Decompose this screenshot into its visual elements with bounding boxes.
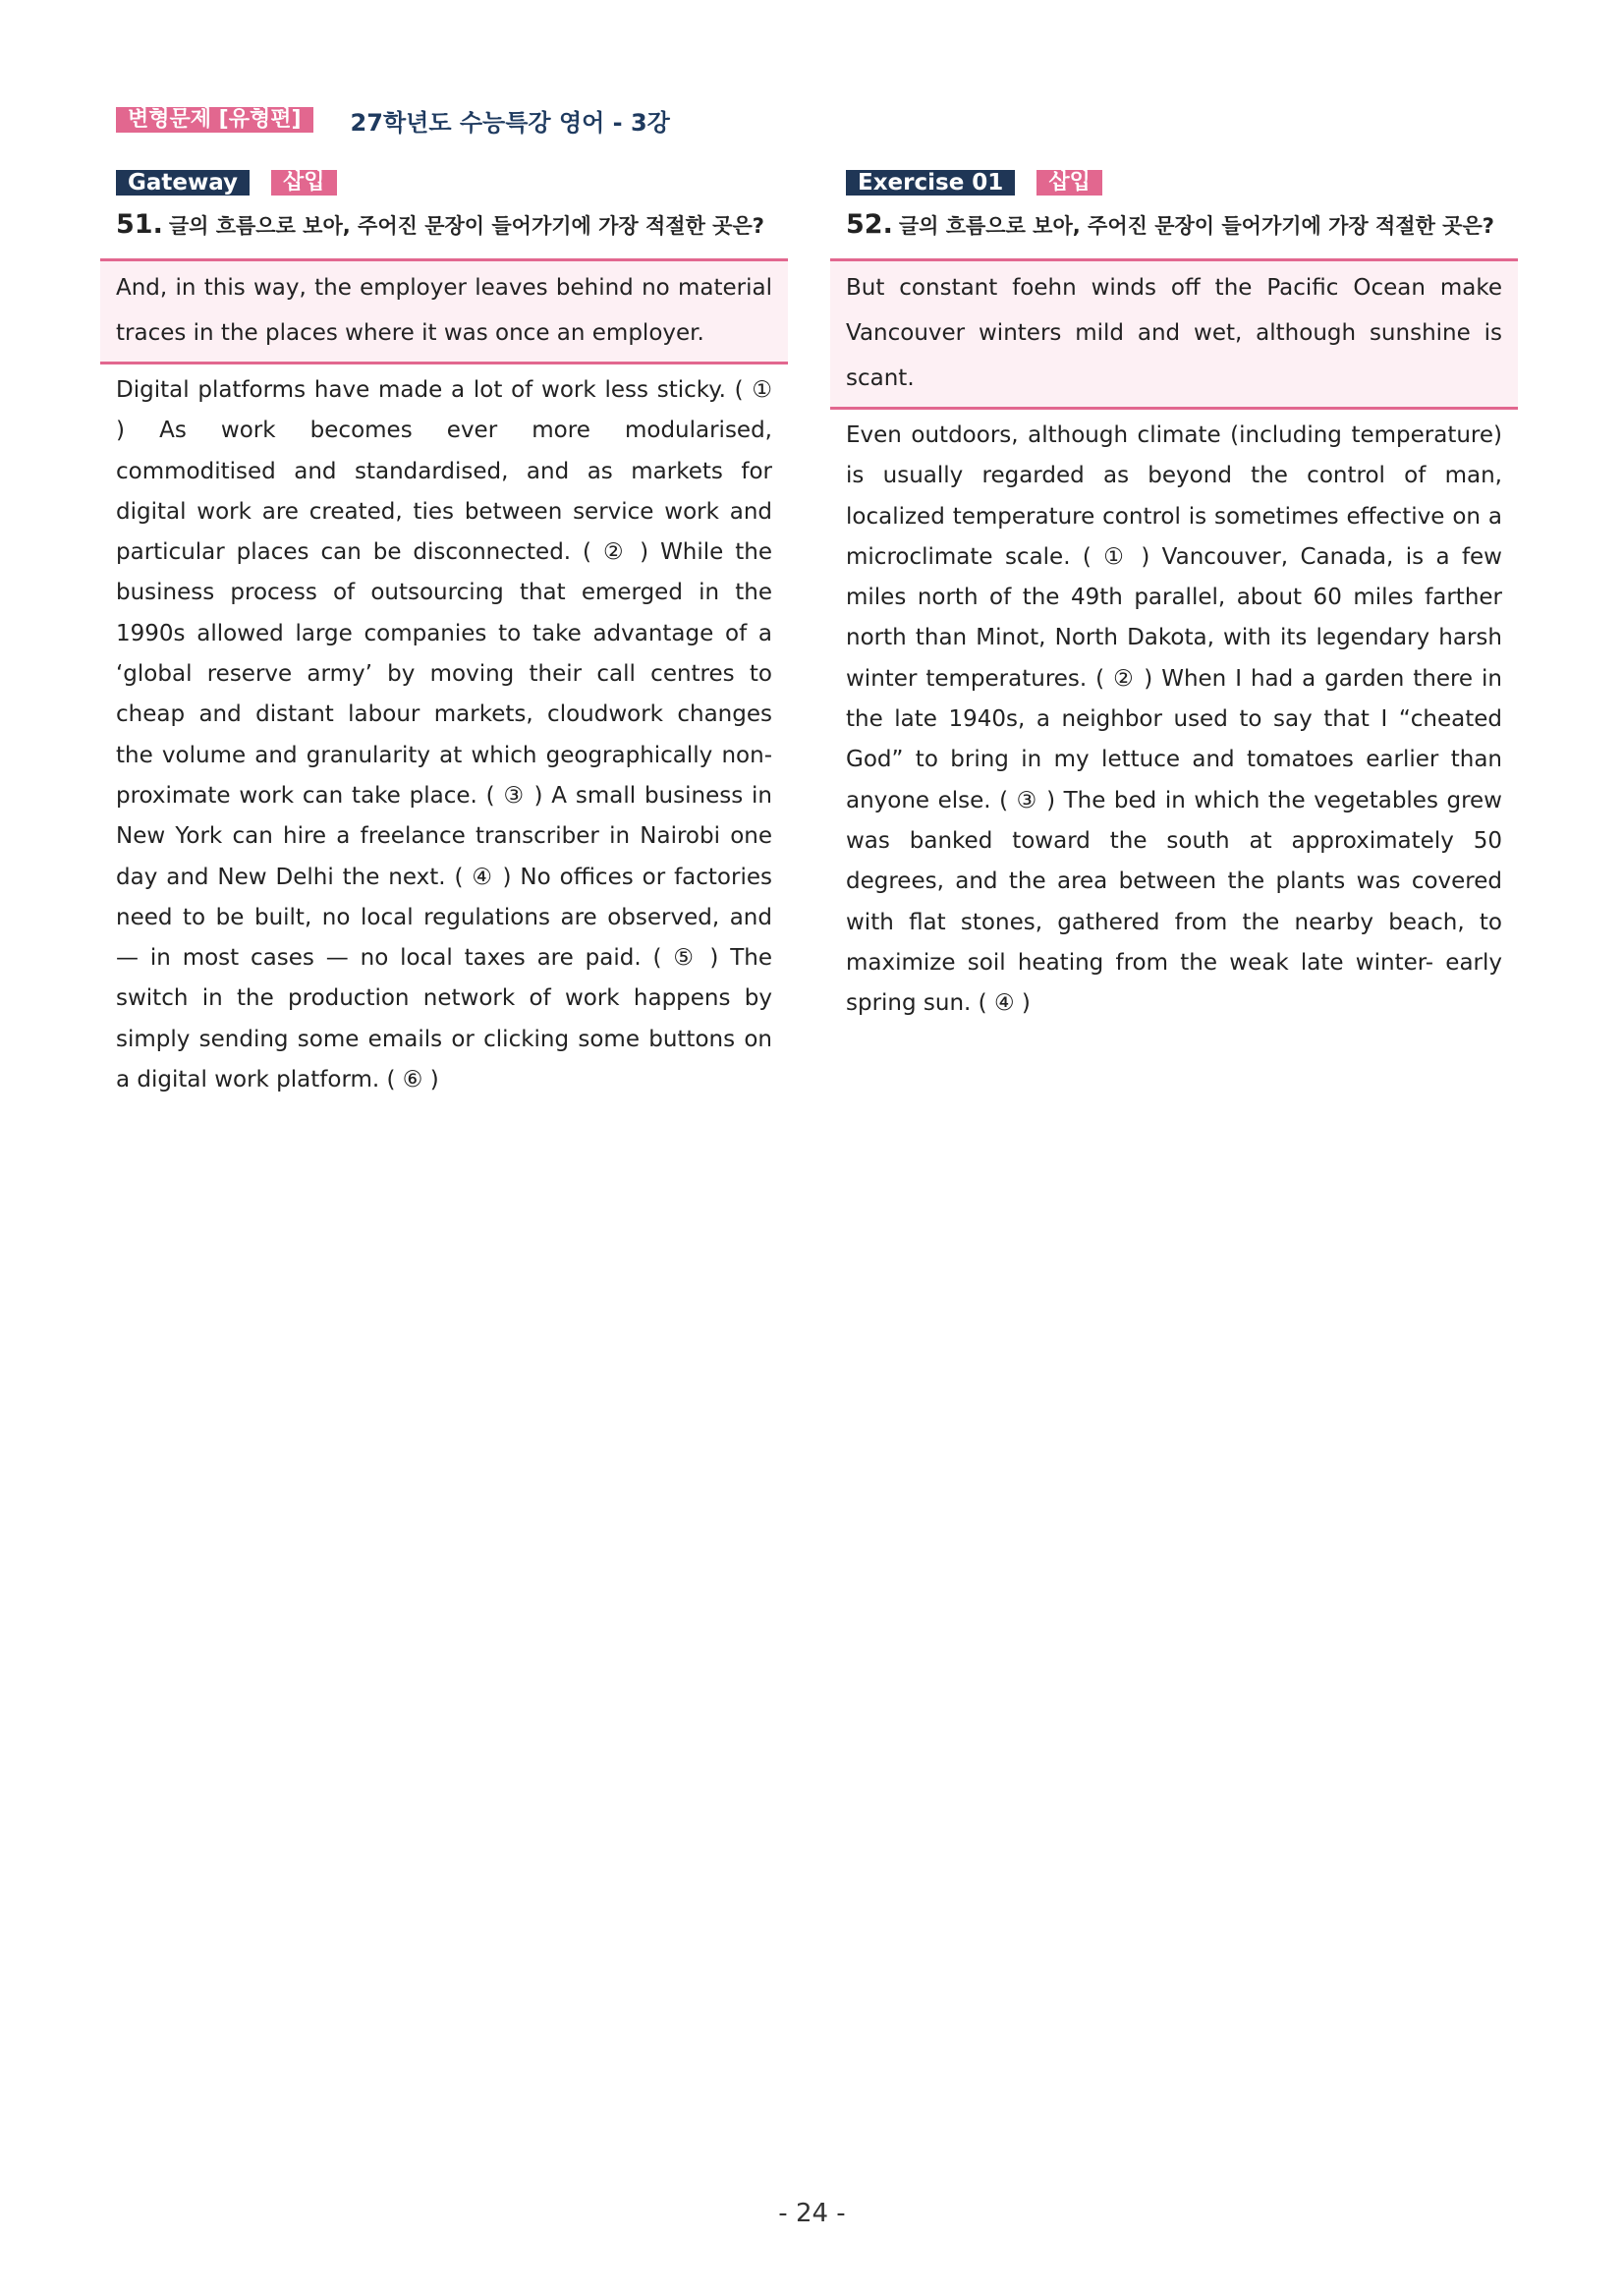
left-column <box>100 169 788 1100</box>
right-column <box>830 169 1518 1024</box>
given-sentence-box: And, in this way, the employer leaves behind no material traces in the places where it was once an employer. <box>100 258 788 364</box>
question-number: 52. <box>846 209 893 240</box>
page-number: - 24 - <box>778 2199 846 2228</box>
right-tag-row <box>830 169 1518 196</box>
insertion-type-badge: 삽입 <box>271 170 337 196</box>
passage-text: Even outdoors, although climate (including temperature) is usually regarded as beyond the control of man, localized temperature control is sometimes effective on a microclimate scale. ( ① ) Vancouver, Canada, is a few miles north of the 49th parallel, about 60 miles farther north than Minot, North Dakota, with its legendary harsh winter temperatures. ( ② ) When I had a garden there in the late 1940s, a neighbor used to say that I “cheated God” to bring in my lettuce and tomatoes earlier than anyone else. ( ③ ) The bed in which the vegetables grew was banked toward the south at approximately 50 degrees, and the area between the plants was covered with flat stones, gathered from the nearby beach, to maximize soil heating from the weak late winter- early spring sun. ( ④ ) <box>846 422 1502 1017</box>
page-header <box>116 104 670 136</box>
section-badge: 변형문제 [유형편] <box>116 107 313 133</box>
question-51 <box>100 206 788 245</box>
insertion-type-badge: 삽입 <box>1036 170 1102 196</box>
question-text: 글의 흐름으로 보아, 주어진 문장이 들어가기에 가장 적절한 곳은? <box>898 214 1494 238</box>
page-title: 27학년도 수능특강 영어 - 3강 <box>350 108 670 137</box>
gateway-tag: Gateway <box>116 170 250 196</box>
question-number: 51. <box>116 209 163 240</box>
question-text: 글의 흐름으로 보아, 주어진 문장이 들어가기에 가장 적절한 곳은? <box>168 214 764 238</box>
given-sentence-box: But constant foehn winds off the Pacific Ocean make Vancouver winters mild and wet, although sunshine is scant. <box>830 258 1518 410</box>
question-52 <box>830 206 1518 245</box>
passage-text: Digital platforms have made a lot of work less sticky. ( ① ) As work becomes ever more modularised, commoditised and standardised, and as markets for digital work are created, ties between service work and particular places can be disconnected. ( ② ) While the business process of outsourcing that emerged in the 1990s allowed large companies to take advantage of a ‘global reserve army’ by moving their call centres to cheap and distant labour markets, cloudwork changes the volume and granularity at which geographically non-proximate work can take place. ( ③ ) A small business in New York can hire a freelance transcriber in Nairobi one day and New Delhi the next. ( ④ ) No offices or factories need to be built, no local regulations are observed, and — in most cases — no local taxes are paid. ( ⑤ ) The switch in the production network of work happens by simply sending some emails or clicking some buttons on a digital work platform. ( ⑥ ) <box>116 377 772 1093</box>
left-tag-row <box>100 169 788 196</box>
exercise-tag: Exercise 01 <box>846 170 1015 196</box>
